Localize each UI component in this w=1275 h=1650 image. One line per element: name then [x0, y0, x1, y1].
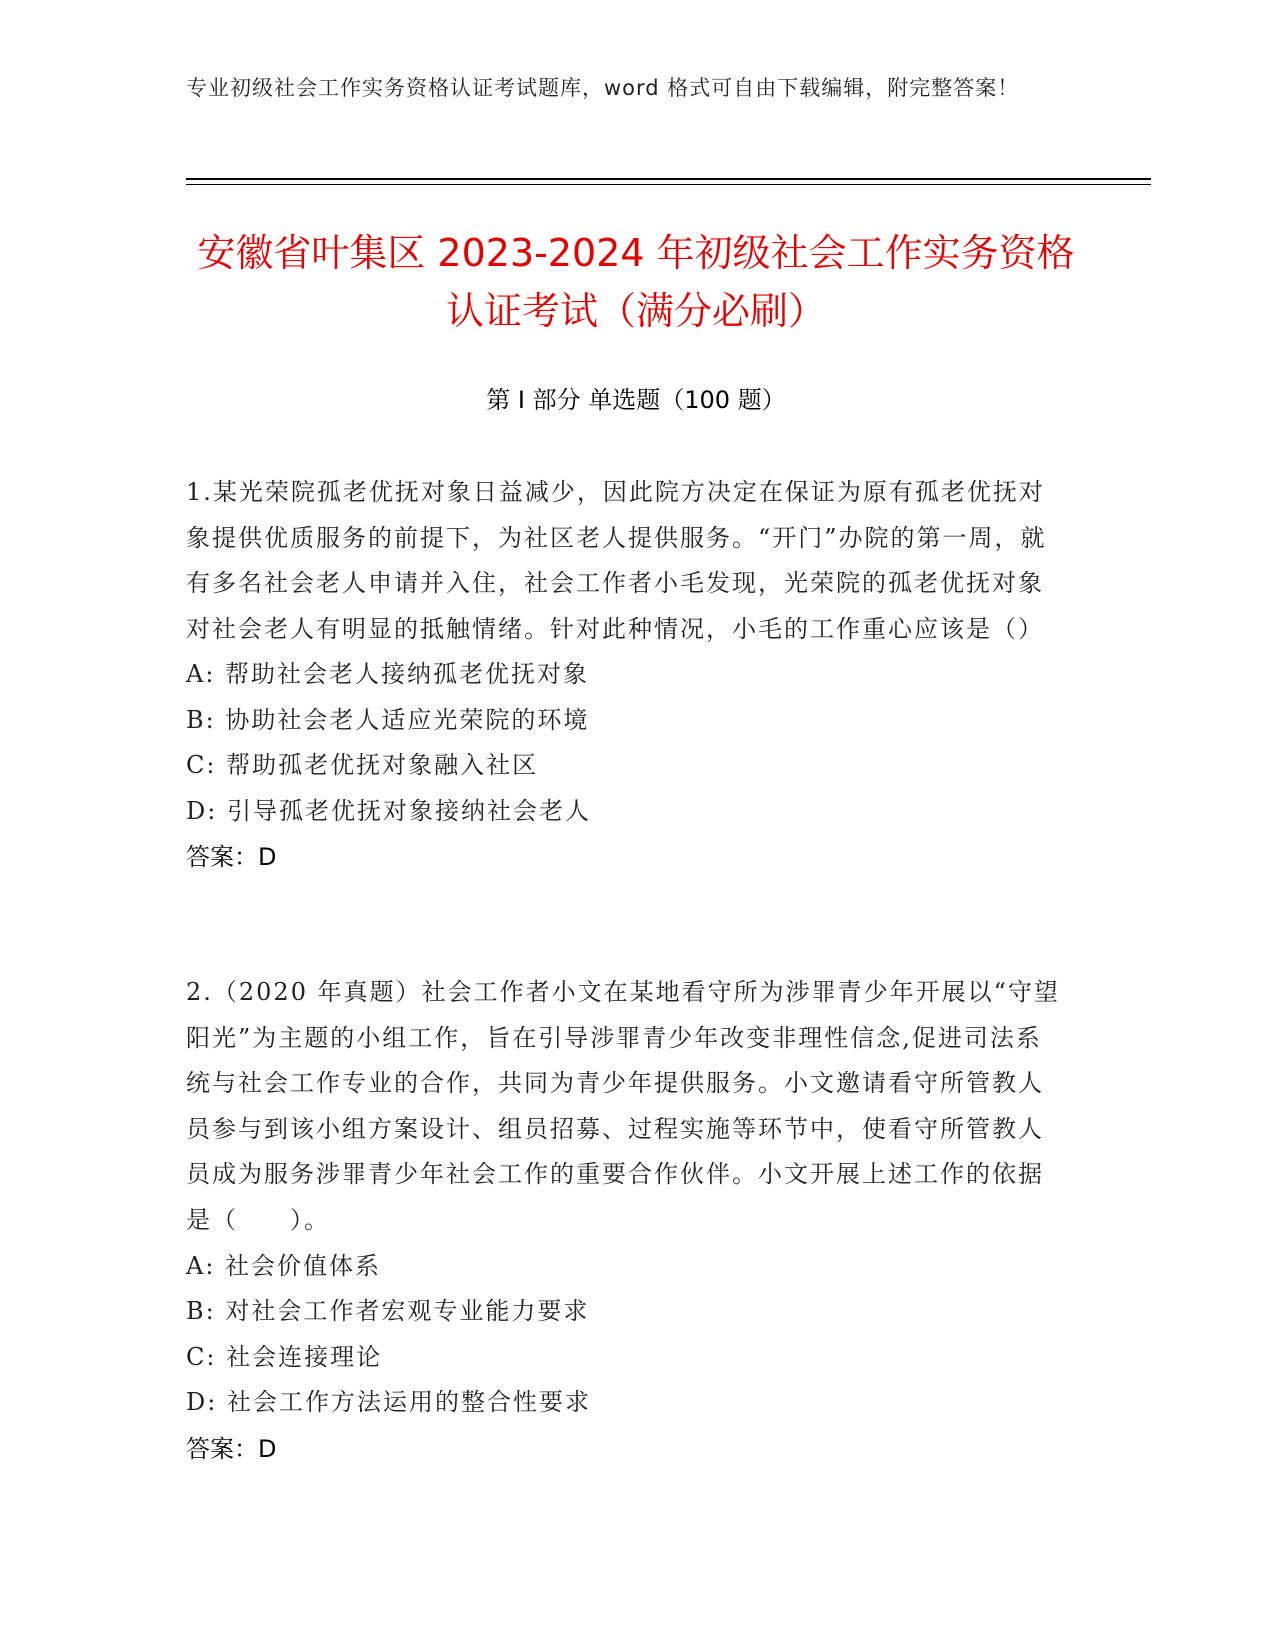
question-1 [186, 470, 1066, 880]
header-note: 专业初级社会工作实务资格认证考试题库，word 格式可自由下载编辑，附完整答案！ [186, 76, 1020, 100]
header-rule-thick [186, 178, 1151, 180]
option-c: C: 帮助孤老优抚对象融入社区 [186, 751, 539, 780]
answer: 答案：D [186, 1434, 277, 1463]
option-d: D: 引导孤老优抚对象接纳社会老人 [186, 796, 591, 825]
option-a: A: 社会价值体系 [186, 1251, 382, 1280]
answer: 答案：D [186, 843, 277, 872]
option-a: A: 帮助社会老人接纳孤老优抚对象 [186, 660, 590, 689]
section-heading: 第 I 部分 单选题（100 题） [486, 386, 786, 414]
option-d: D: 社会工作方法运用的整合性要求 [186, 1388, 591, 1417]
question-stem: 1.某光荣院孤老优抚对象日益减少，因此院方决定在保证为原有孤老优抚对象提供优质服务的前提下，为社区老人提供服务。“开门”办院的第一周，就有多名社会老人申请并入住，社会工作者小毛发现，光荣院的孤老优抚对象对社会老人有明显的抵触情绪。针对此种情况，小毛的工作重心应该是（） [186, 478, 1047, 643]
question-2 [186, 970, 1066, 1472]
document-title: 安徽省叶集区 2023-2024 年初级社会工作实务资格认证考试（满分必刷） [197, 231, 1075, 333]
question-stem: 2.（2020 年真题）社会工作者小文在某地看守所为涉罪青少年开展以“守望阳光”为主题的小组工作，旨在引导涉罪青少年改变非理性信念,促进司法系统与社会工作专业的合作，共同为青少年提供服务。小文邀请看守所管教人员参与到该小组方案设计、组员招募、过程实施等环节中，使看守所管教人员成为服务涉罪青少年社会工作的重要合作伙伴。小文开展上述工作的依据是（ ）。 [186, 978, 1060, 1234]
option-b: B: 对社会工作者宏观专业能力要求 [186, 1297, 590, 1326]
option-c: C: 社会连接理论 [186, 1342, 383, 1371]
header-rule-thin [186, 184, 1151, 185]
option-b: B: 协助社会老人适应光荣院的环境 [186, 705, 590, 734]
